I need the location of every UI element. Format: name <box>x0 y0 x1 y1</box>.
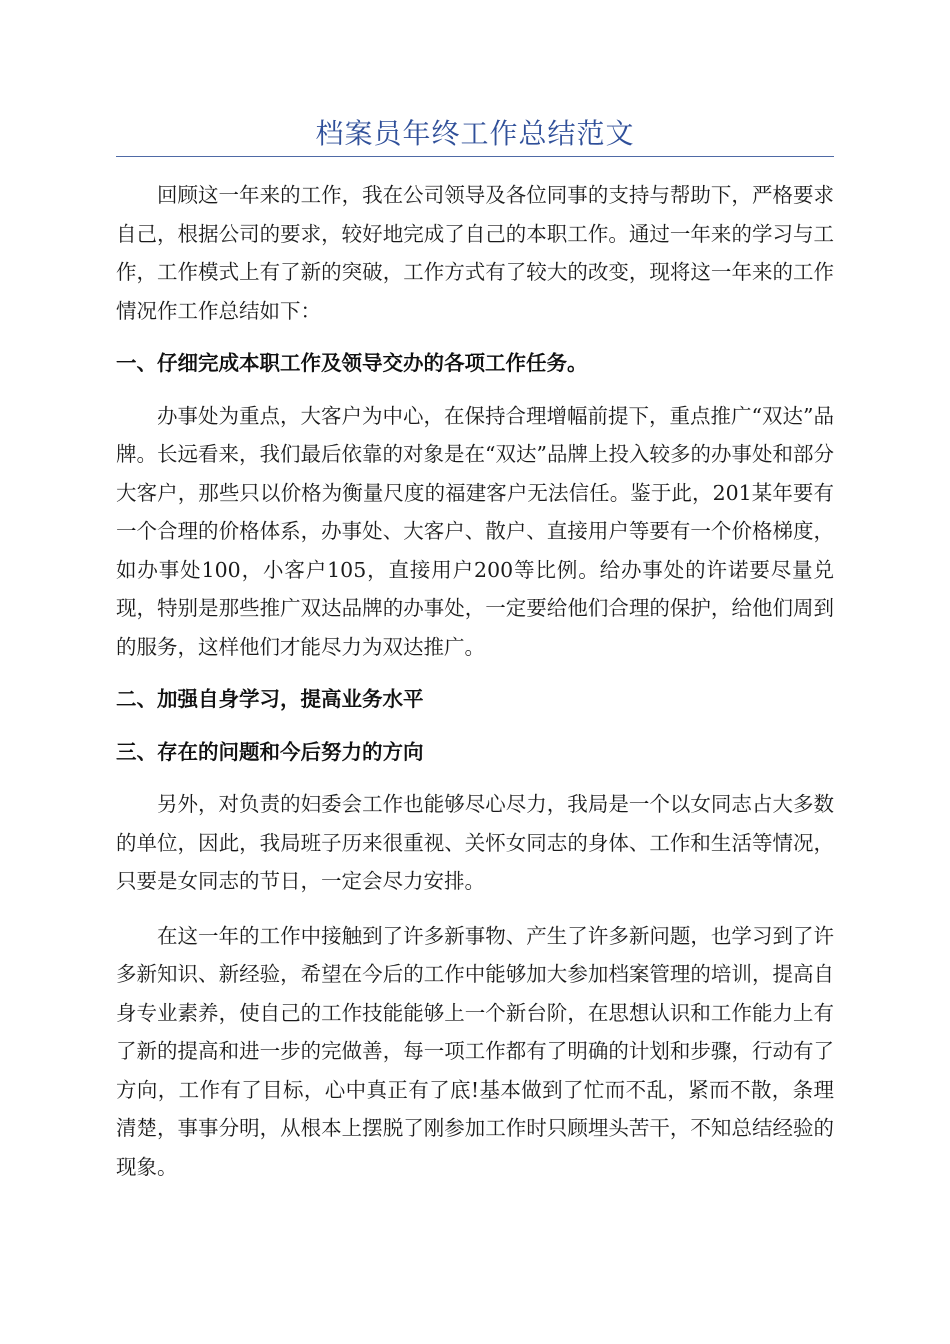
section-3-paragraph-2: 在这一年的工作中接触到了许多新事物、产生了许多新问题，也学习到了许多新知识、新经验，希望在今后的工作中能够加大参加档案管理的培训，提高自身专业素养，使自己的工作技能能够上一个新台阶，在思想认识和工作能力上有了新的提高和进一步的完做善，每一项工作都有了明确的计划和步骤，行动有了方向，工作有了目标，心中真正有了底!基本做到了忙而不乱，紧而不散，条理清楚，事事分明，从根本上摆脱了刚参加工作时只顾埋头苦干，不知总结经验的现象。 <box>116 923 834 1179</box>
spacer <box>116 330 834 344</box>
section-heading-2: 二、加强自身学习，提高业务水平 <box>116 687 424 711</box>
section-3-paragraph-1: 另外，对负责的妇委会工作也能够尽心尽力，我局是一个以女同志占大多数的单位，因此，我局班子历来很重视、关怀女同志的身体、工作和生活等情况，只要是女同志的节日，一定会尽力安排。 <box>116 792 834 893</box>
section-1-paragraph: 办事处为重点，大客户为中心，在保持合理增幅前提下，重点推广“双达”品牌。长远看来，我们最后依靠的对象是在“双达”品牌上投入较多的办事处和部分大客户，那些只以价格为衡量尺度的福建客户无法信任。鉴于此，201某年要有一个合理的价格体系，办事处、大客户、散户、直接用户等要有一个价格梯度，如办事处100，小客户105，直接用户200等比例。给办事处的许诺要尽量兑现，特别是那些推广双达品牌的办事处，一定要给他们合理的保护，给他们周到的服务，这样他们才能尽力为双达推广。 <box>116 403 834 659</box>
document-body <box>116 176 834 1186</box>
title-block <box>116 112 834 157</box>
intro-paragraph: 回顾这一年来的工作，我在公司领导及各位同事的支持与帮助下，严格要求自己，根据公司的要求，较好地完成了自己的本职工作。通过一年来的学习与工作，工作模式上有了新的突破，工作方式有了较大的改变，现将这一年来的工作情况作工作总结如下： <box>116 183 834 323</box>
spacer <box>116 719 834 733</box>
section-heading-1: 一、仔细完成本职工作及领导交办的各项工作任务。 <box>116 351 588 375</box>
spacer <box>116 666 834 680</box>
spacer <box>116 383 834 397</box>
spacer <box>116 771 834 785</box>
section-heading-3: 三、存在的问题和今后努力的方向 <box>116 739 424 764</box>
spacer <box>116 901 834 917</box>
document-title: 档案员年终工作总结范文 <box>315 117 635 150</box>
